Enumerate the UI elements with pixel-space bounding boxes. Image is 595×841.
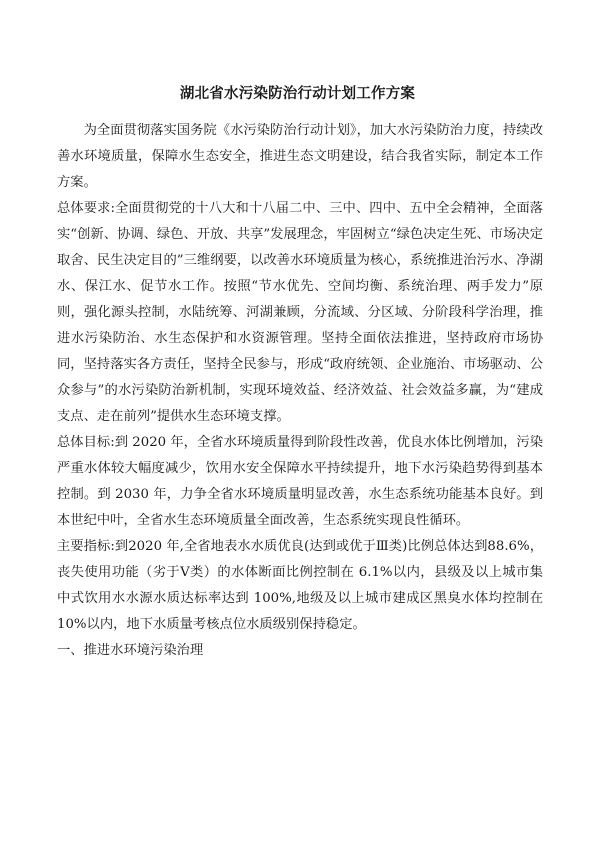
- intro-paragraph: 为全面贯彻落实国务院《水污染防治行动计划》，加大水污染防治力度，持续改善水环境质量，保障水生态安全，推进生态文明建设，结合我省实际，制定本工作方案。: [57, 123, 543, 190]
- document-body: [57, 118, 543, 664]
- general-requirements-paragraph: 总体要求:全面贯彻党的十八大和十八届二中、三中、四中、五中全会精神，全面落实“创新、协调、绿色、开放、共享”发展理念，牢固树立“绿色决定生死、市场决定取舍、民生决定目的”三维纲要，以改善水环境质量为核心，系统推进治污水、净湖水、保江水、促节水工作。按照“节水优先、空间均衡、系统治理、两手发力”原则，强化源头控制，水陆统筹、河湖兼顾，分流域、分区域、分阶段科学治理，推进水污染防治、水生态保护和水资源管理。坚持全面依法推进，坚持政府市场协同，坚持落实各方责任，坚持全民参与，形成“政府统领、企业施治、市场驱动、公众参与”的水污染防治新机制，实现环境效益、经济效益、社会效益多赢，为“建成支点、走在前列”提供水生态环境支撑。: [57, 201, 543, 424]
- section-heading: 一、推进水环境污染治理: [57, 643, 204, 658]
- document-title: 湖北省水污染防治行动计划工作方案: [179, 86, 416, 102]
- general-goals-paragraph: 总体目标:到 2020 年，全省水环境质量得到阶段性改善，优良水体比例增加，污染严重水体较大幅度减少，饮用水安全保障水平持续提升，地下水污染趋势得到基本控制。到 2030 年，力争全省水环境质量明显改善，水生态系统功能基本良好。到本世纪中叶，全省水生态环境质量全面改善，生态系统实现良性循环。: [57, 435, 543, 528]
- main-indicators-paragraph: 主要指标:到2020 年,全省地表水水质优良(达到或优于Ⅲ类)比例总体达到88.6%，丧失使用功能（劣于Ⅴ类）的水体断面比例控制在 6.1%以内，县级及以上城市集中式饮用水水源水质达标率达到 100%,地级及以上城市建成区黑臭水体均控制在 10%以内，地下水质量考核点位水质级别保持稳定。: [57, 539, 543, 632]
